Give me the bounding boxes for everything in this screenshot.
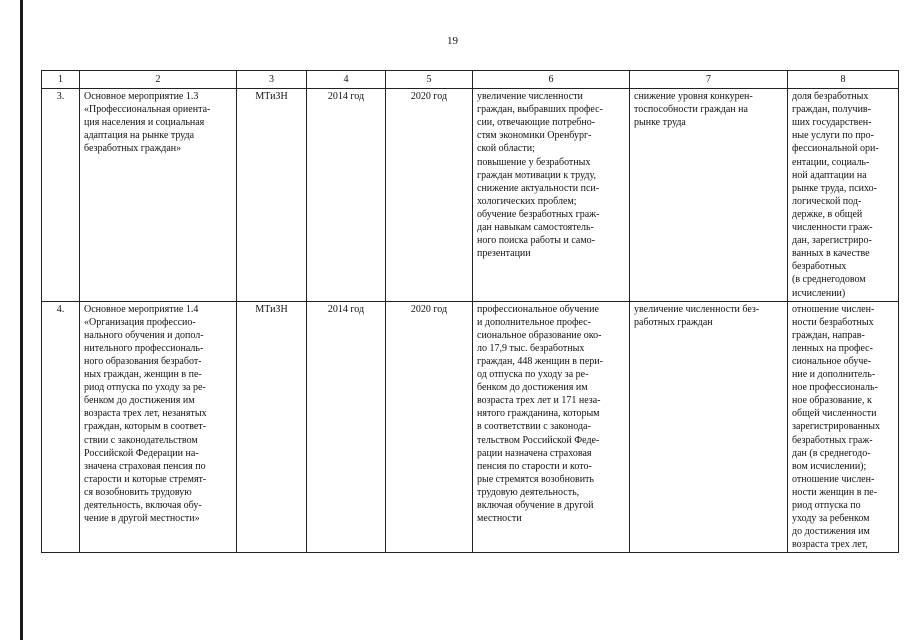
related-indicators-line: (в среднегодовом: [792, 274, 866, 286]
measure-name-line: Основное мероприятие 1.4: [84, 303, 199, 315]
measure-name-line: возраста трех лет, незанятых: [84, 408, 207, 420]
expected-results-line: и дополнительное профес-: [477, 316, 591, 328]
header-row: [42, 71, 899, 89]
expected-results-line: презентации: [477, 248, 531, 260]
expected-results-line: хологических проблем;: [477, 195, 577, 207]
expected-results-line: од отпуска по уходу за ре-: [477, 369, 589, 381]
related-indicators-line: граждан, направ-: [792, 329, 865, 341]
related-indicators-line: держке, в общей: [792, 208, 863, 220]
table-row: [42, 301, 899, 553]
expected-results-line: местности: [477, 513, 522, 525]
related-indicators-line: общей численности: [792, 408, 877, 420]
expected-results-line: ло 17,9 тыс. безработных: [477, 342, 585, 354]
measure-name-line: адаптация на рынке труда: [84, 130, 195, 142]
scan-border-line: [20, 0, 23, 640]
related-indicators-line: ное профессиональ-: [792, 382, 878, 394]
row-number: 3.: [42, 89, 80, 302]
executor-cell: МТиЗН: [237, 301, 307, 553]
related-indicators-line: численности граж-: [792, 222, 873, 234]
expected-results-line: рации назначена страховая: [477, 447, 592, 459]
start-year: 2014 год: [307, 89, 386, 302]
page-number: 19: [447, 35, 458, 47]
expected-results-line: профессиональное обучение: [477, 303, 599, 315]
executor-cell: МТиЗН: [237, 89, 307, 302]
related-indicators-line: ших государствен-: [792, 117, 872, 129]
related-indicators-line: ентации, социаль-: [792, 156, 870, 168]
measure-name-line: ного образования безработ-: [84, 355, 202, 367]
measure-name-line: нительного профессиональ-: [84, 342, 204, 354]
measure-name-line: «Организация профессио-: [84, 316, 196, 328]
measure-name-line: деятельность, включая обу-: [84, 500, 202, 511]
table-body: [42, 89, 899, 553]
expected-results-line: граждан, выбравших профес-: [477, 104, 603, 116]
expected-results: [473, 301, 630, 553]
related-indicators-line: зарегистрированных: [792, 421, 881, 433]
table-row: [42, 89, 899, 302]
expected-results-line: сии, отвечающие потребно-: [477, 117, 596, 129]
measure-name-line: «Профессиональная ориента-: [84, 104, 211, 116]
expected-results-line: сиональное образование око-: [477, 329, 602, 341]
expected-results-line: граждан мотивации к труду,: [477, 169, 597, 181]
measure-name-line: безработных граждан»: [84, 143, 182, 155]
expected-results-line: снижение актуальности пси-: [477, 182, 600, 194]
measure-name-line: граждан, которым в соответ-: [84, 421, 207, 433]
start-year: 2014 год: [307, 301, 386, 553]
related-indicators-line: дан, зарегистриро-: [792, 235, 872, 247]
non-implementation-consequences-line: тоспособности граждан на: [634, 104, 748, 116]
measure-name-line: риод отпуска по уходу за ре-: [84, 382, 206, 394]
expected-results-line: бенком до достижения им: [477, 382, 588, 394]
measure-name-line: ных граждан, женщин в пе-: [84, 369, 202, 381]
non-implementation-consequences-line: рынке труда: [634, 117, 686, 129]
expected-results-line: граждан, 448 женщин в пери-: [477, 355, 603, 367]
related-indicators-line: доля безработных: [792, 91, 869, 103]
measure-name-line: старости и которые стремят-: [84, 473, 207, 485]
expected-results-line: тельством Российской Феде-: [477, 434, 600, 446]
related-indicators-line: фессиональной ори-: [792, 143, 879, 155]
related-indicators-line: ное образование, к: [792, 395, 872, 407]
non-implementation-consequences-line: увеличение численности без-: [634, 303, 760, 315]
expected-results: [473, 89, 630, 302]
measure-name-line: значена страховая пенсия по: [84, 460, 206, 472]
expected-results-line: увеличение численности: [477, 91, 583, 103]
col-header-6: 6: [473, 71, 630, 89]
expected-results-line: в соответствии с законода-: [477, 421, 591, 433]
measure-name-line: нального обучения и допол-: [84, 329, 204, 341]
related-indicators-line: рынке труда, психо-: [792, 182, 877, 194]
related-indicators-line: ванных в качестве: [792, 248, 870, 260]
expected-results-line: возраста трех лет и 171 неза-: [477, 395, 601, 407]
expected-results-line: обучение безработных граж-: [477, 208, 600, 220]
measure-name-line: бенком до достижения им: [84, 395, 195, 407]
related-indicators-line: риод отпуска по: [792, 500, 861, 511]
measure-name: [80, 301, 237, 553]
related-indicators-line: отношение числен-: [792, 303, 875, 315]
expected-results-line: ного поиска работы и само-: [477, 235, 595, 247]
col-header-7: 7: [630, 71, 788, 89]
expected-results-line: рые стремятся возобновить: [477, 473, 594, 485]
related-indicators-line: безработных: [792, 261, 847, 273]
col-header-8: 8: [788, 71, 899, 89]
expected-results-line: пенсия по старости и кото-: [477, 460, 592, 472]
measure-name-line: Основное мероприятие 1.3: [84, 91, 199, 103]
related-indicators-line: возраста трех лет,: [792, 539, 868, 551]
expected-results-line: ской области;: [477, 143, 535, 155]
measure-name-line: ся возобновить трудовую: [84, 486, 192, 498]
related-indicators-line: сиональное обуче-: [792, 355, 872, 367]
measure-name-line: ствии с законодательством: [84, 434, 198, 446]
related-indicators-line: ной адаптации на: [792, 169, 867, 181]
related-indicators-line: граждан, получив-: [792, 104, 871, 116]
related-indicators-line: вом исчислении);: [792, 460, 867, 472]
related-indicators-line: уходу за ребенком: [792, 513, 870, 525]
col-header-3: 3: [237, 71, 307, 89]
related-indicators-line: исчислении): [792, 287, 846, 299]
measure-name-line: чение в другой местности»: [84, 513, 200, 525]
related-indicators: [788, 89, 899, 302]
non-implementation-consequences-line: работных граждан: [634, 316, 713, 328]
end-year: 2020 год: [386, 89, 473, 302]
expected-results-line: трудовую деятельность,: [477, 486, 580, 498]
related-indicators-line: безработных граж-: [792, 434, 873, 446]
related-indicators: [788, 301, 899, 553]
related-indicators-line: ности безработных: [792, 316, 874, 328]
expected-results-line: включая обучение в другой: [477, 500, 594, 511]
related-indicators-line: ние и дополнитель-: [792, 369, 876, 381]
related-indicators-line: дан (в среднегодо-: [792, 447, 871, 459]
related-indicators-line: отношение числен-: [792, 473, 875, 485]
related-indicators-line: до достижения им: [792, 526, 870, 538]
col-header-5: 5: [386, 71, 473, 89]
non-implementation-consequences-line: снижение уровня конкурен-: [634, 91, 753, 103]
measure-name-line: Российской Федерации на-: [84, 447, 199, 459]
related-indicators-line: логической под-: [792, 195, 862, 207]
expected-results-line: повышение у безработных: [477, 156, 591, 168]
expected-results-line: нятого гражданина, которым: [477, 408, 600, 420]
measure-name-line: ция населения и социальная: [84, 117, 205, 129]
end-year: 2020 год: [386, 301, 473, 553]
expected-results-line: дан навыкам самостоятель-: [477, 222, 594, 234]
measure-name: [80, 89, 237, 302]
non-implementation-consequences: [630, 89, 788, 302]
measures-table: [41, 70, 899, 553]
related-indicators-line: ные услуги по про-: [792, 130, 874, 142]
row-number: 4.: [42, 301, 80, 553]
expected-results-line: стям экономики Оренбург-: [477, 130, 592, 142]
non-implementation-consequences: [630, 301, 788, 553]
related-indicators-line: ности женщин в пе-: [792, 486, 878, 498]
col-header-1: 1: [42, 71, 80, 89]
related-indicators-line: ленных на профес-: [792, 342, 873, 354]
col-header-4: 4: [307, 71, 386, 89]
col-header-2: 2: [80, 71, 237, 89]
